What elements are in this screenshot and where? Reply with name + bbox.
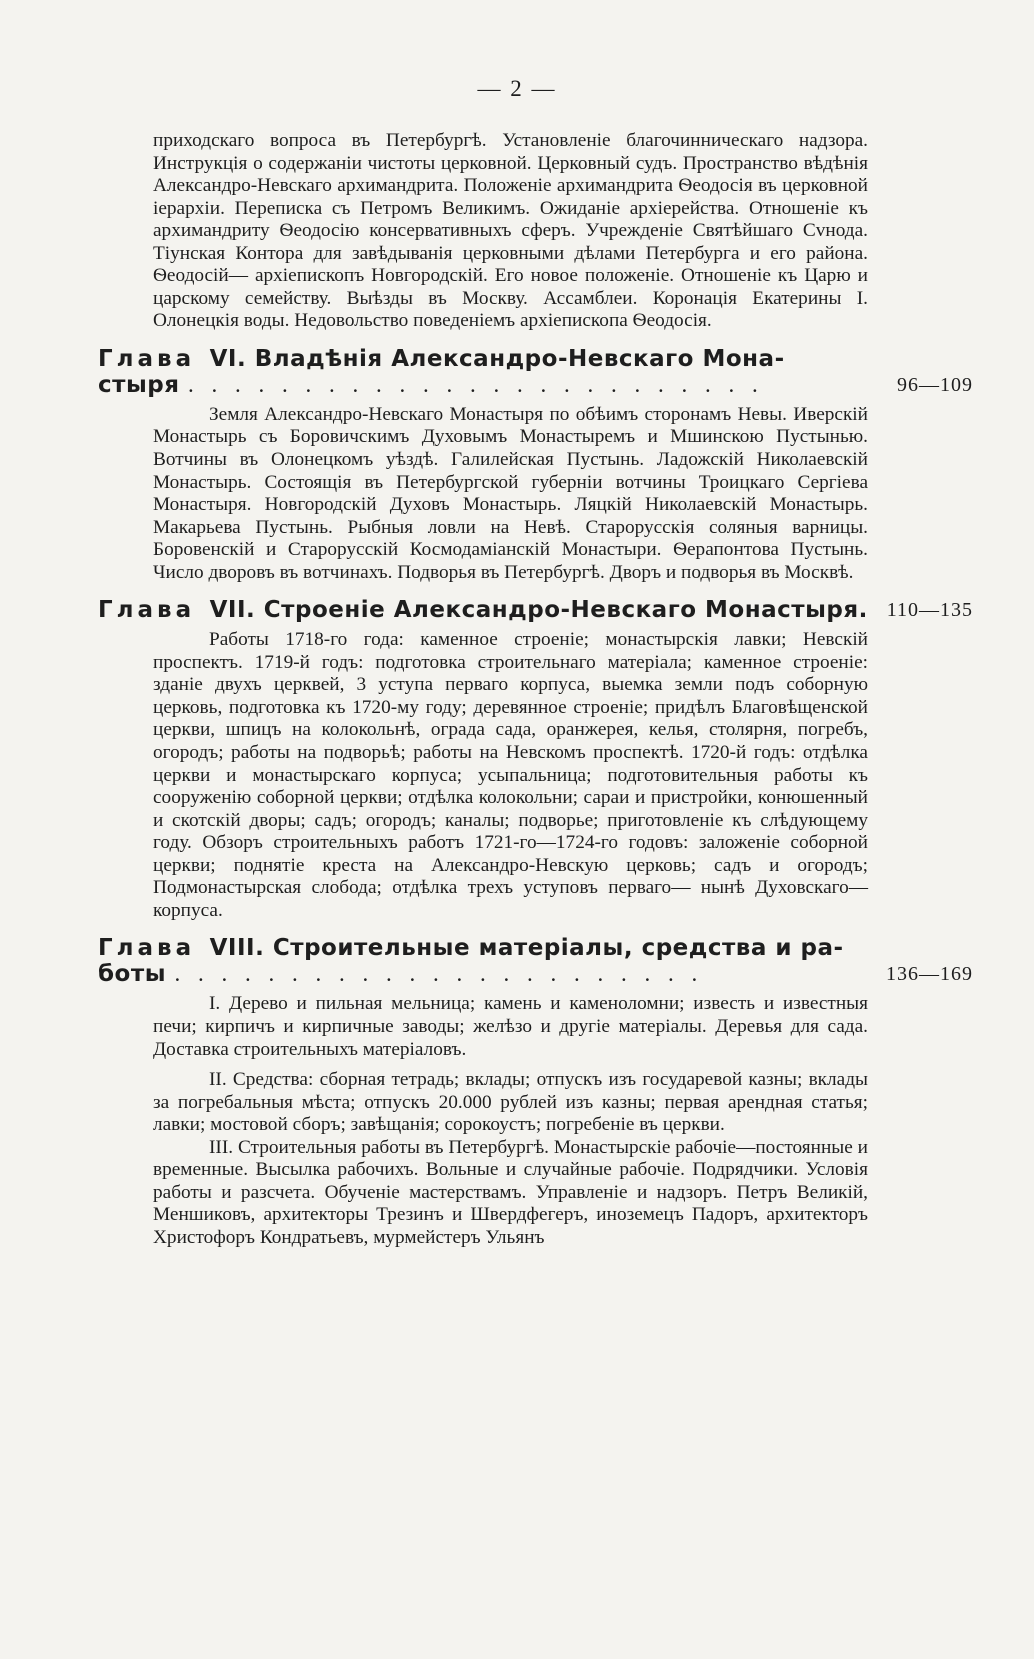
chapter-number: VIII. bbox=[209, 935, 265, 962]
chapter-pages: 136—169 bbox=[886, 963, 973, 986]
page-number: — 2 — bbox=[477, 76, 557, 101]
chapter-pages: 110—135 bbox=[886, 599, 973, 622]
chapter-label: Глава bbox=[98, 597, 196, 624]
chapter-label: Глава bbox=[98, 935, 196, 962]
chapter-title-cont: стыря bbox=[98, 371, 180, 398]
chapter-title: Владѣнія Александро-Невскаго Мона- bbox=[254, 345, 785, 372]
chapter-title: Строеніе Александро-Невскаго Монастыря. bbox=[263, 597, 868, 624]
chapter-label: Глава bbox=[98, 345, 196, 372]
section-paragraph: I. Дерево и пильная мельница; камень и каменоломни; известь и известныя печи; кирпичъ и кирпичные заводы; желѣзо и другіе матеріалы. Деревья для сада. Доставка строительныхъ матеріаловъ. bbox=[153, 993, 868, 1060]
chapter-summary: Работы 1718-го года: каменное строеніе; монастырскія лавки; Невскій проспектъ. 1719-й годъ: подготовка строительнаго матеріала; каменное строеніе: зданіе двухъ церквей, 3 уступа перваго корпуса, выемка земли подъ соборную церковь, подготовка къ 1720-му году; деревянное строеніе; придѣлъ Благовѣщенской церкви, шпицъ на колокольнѣ, ограда сада, оранжерея, келья, столярня, погребъ, огородъ; работы на подворьѣ; работы на Невскомъ проспектѣ. 1720-й годъ: отдѣлка церкви и монастырскаго корпуса; усыпальница; подготовительныя работы къ сооруженію соборной церкви; отдѣлка колокольни; сараи и пристройки, конюшенный и скотскій дворы; садъ; огородъ; каналы; подворье; приготовленіе къ слѣдующему году. Обзоръ строительныхъ работъ 1721-го—1724-го годовъ: заложеніе соборной церкви; поднятіе креста на Александро-Невскую церковь; садъ и огородъ; Подмонастырская слобода; отдѣлка трехъ уступовъ перваго— нынѣ Духовскаго—корпуса. bbox=[153, 629, 868, 921]
leader-dots: . . . . . . . . . . . . . . . . . . . . . . . . . bbox=[188, 371, 764, 397]
chapter-pages: 96—109 bbox=[897, 373, 973, 396]
chapter-heading-vii bbox=[98, 597, 973, 624]
section-paragraph: III. Строительныя работы въ Петербургѣ. Монастырскіе рабочіе—постоянные и временные. Высылка рабочихъ. Вольные и случайные рабочіе. Подрядчики. Условія работы и разсчета. Обученіе мастерствамъ. Управленіе и надзоръ. Петръ Великій, Меншиковъ, архитекторы Трезинъ и Швердфегеръ, иноземецъ Падоръ, архитекторъ Христофоръ Кондратьевъ, мурмейстеръ Ульянъ bbox=[153, 1136, 868, 1248]
chapter-heading-vi bbox=[98, 345, 973, 398]
leader-dots: . . . . . . . . . . . . . . . . . . . . . . . bbox=[174, 961, 704, 987]
chapter-title: Строительные матеріалы, средства и ра- bbox=[272, 935, 844, 962]
section-paragraph: II. Средства: сборная тетрадь; вклады; отпускъ изъ государевой казны; вклады за погребальныя мѣста; отпускъ 20.000 рублей изъ казны; первая арендная статья; лавки; мостовой сборъ; завѣщанія; сорокоустъ; погребеніе въ церкви. bbox=[153, 1069, 868, 1136]
intro-paragraph: приходскаго вопроса въ Петербургѣ. Установленіе благочинническаго надзора. Инструкція о содержаніи чистоты церковной. Церковный судъ. Пространство вѣдѣнія Александро-Невскаго архимандрита. Положеніе архимандрита Ѳеодосія въ церковной іерархіи. Переписка съ Петромъ Великимъ. Ожиданіе архіерейства. Отношеніе къ архимандриту Ѳеодосію консервативныхъ сферъ. Учрежденіе Святѣйшаго Сvнода. Тіунская Контора для завѣдыванія церковными дѣлами Петербурга и его района. Ѳеодосій— архіепископъ Новгородскій. Его новое положеніе. Отношеніе къ Царю и царскому семейству. Выѣзды въ Москву. Ассамблеи. Коронація Екатерины I. Олонецкія воды. Недовольство поведеніемъ архіепископа Ѳеодосія. bbox=[153, 130, 868, 332]
chapter-number: VI. bbox=[209, 345, 247, 372]
chapter-number: VII. bbox=[209, 597, 256, 624]
chapter-summary: Земля Александро-Невскаго Монастыря по обѣимъ сторонамъ Невы. Иверскій Монастырь съ Боровичскимъ Духовымъ Монастыремъ и Мшинскою Пустынью. Вотчины въ Олонецкомъ уѣздѣ. Галилейская Пустынь. Ладожскій Николаевскій Монастырь. Состоящія въ Петербургской губерніи вотчины Троицкаго Сергіева Монастыря. Новгородскій Духовъ Монастырь. Ляцкій Николаевскій Монастырь. Макарьева Пустынь. Рыбныя ловли на Невѣ. Старорусскія соляныя варницы. Боровенскій и Старорусскій Космодаміанскій Монастыри. Ѳерапонтова Пустынь. Число дворовъ въ вотчинахъ. Подворья въ Петербургѣ. Дворъ и подворья въ Москвѣ. bbox=[153, 403, 868, 583]
table-of-contents bbox=[98, 130, 973, 1249]
chapter-heading-viii bbox=[98, 935, 973, 988]
chapter-title-cont: боты bbox=[98, 961, 166, 988]
